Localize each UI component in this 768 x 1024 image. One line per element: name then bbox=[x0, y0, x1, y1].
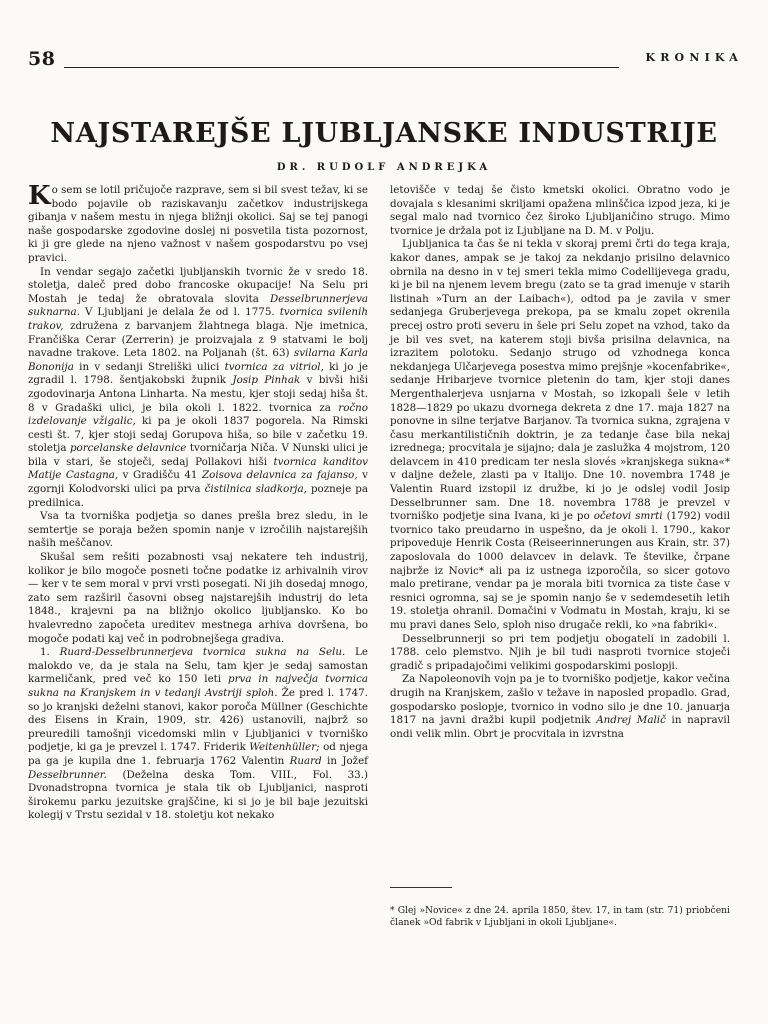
footnote-rule bbox=[390, 887, 452, 888]
header-rule bbox=[64, 67, 619, 68]
text-run: in v sedanji Streliški ulici bbox=[73, 360, 225, 373]
text-run: in Jožef bbox=[321, 754, 368, 767]
text-run: V Ljubljani je delala že od l. 1775. bbox=[79, 306, 280, 319]
italic-run: Weitenhüller; bbox=[249, 741, 320, 754]
paragraph-text: o sem se lotil pričujoče razprave, sem si bil svest težav, ki se bodo pojavile ob raziskavanju začetkov industrijskega gibanja v našem mestu in njega bližnji okolici. Saj se tej panogi naše gospodarske zgodovine doslej ni posvetila tista pozornost, ki ji gre glede na njeno važnost v našem gospodarstvu po vsej pravici. bbox=[28, 184, 368, 264]
italic-run: Andrej Malič bbox=[596, 714, 666, 727]
italic-run: Zoisova delavnica za fajanso, bbox=[202, 469, 358, 482]
paragraph bbox=[390, 238, 730, 632]
article-byline: DR. RUDOLF ANDREJKA bbox=[276, 162, 492, 173]
running-head bbox=[28, 48, 743, 72]
paragraph: Desselbrunnerji so pri tem podjetju obogateli in zadobili l. 1788. celo plemstvo. Njih je bil tudi nasproti tvornice stoječi gradič s pripadajočimi velikimi gospodarskimi poslopji. bbox=[390, 632, 730, 672]
paragraph bbox=[28, 181, 368, 266]
italic-run: Desselbrunnerjeva suknarna. bbox=[28, 292, 368, 319]
text-run: v Gradišču 41 bbox=[118, 469, 202, 482]
text-run: v zgornji Kolodvorski ulici pa prva bbox=[28, 469, 368, 496]
italic-run: tvornica svilenih trakov, bbox=[28, 306, 368, 332]
italic-run: tvornica kanditov Matije Castagna, bbox=[28, 455, 368, 482]
italic-run: svilarna Karla Bononija bbox=[28, 347, 369, 373]
text-run: od njega pa ga je kupila dne 1. februarja 1762 Valentin bbox=[28, 741, 368, 767]
section-name: KRONIKA bbox=[645, 51, 743, 64]
italic-run: Desselbrunner. bbox=[28, 768, 107, 781]
paragraph bbox=[390, 673, 730, 741]
text-run: (1792) vodil tvornico tako preudarno in uspešno, da je okoli l. 1790., kakor pripoveduje Henrik Costa (Reiseerinnerungen aus Krain, str. 37) zaposlovala do 1000 delavcev in delavk. Te številke, črpane najbrže iz Novic* ali pa iz ustnega izporočila, so sicer gotovo malo pretirane, vendar pa je morala biti tvornica za tiste čase v resnici ogromna, saj se je spomin nanjo še v sedemdesetih letih 19. stoletja ohranil. Domačini v Vodmatu in Mostah, kraju, ki se mu pravi danes Selo, sploh niso drugače rekli, ko »na fabriki«. bbox=[390, 510, 730, 631]
article-title: NAJSTAREJŠE LJUBLJANSKE INDUSTRIJE bbox=[50, 118, 718, 149]
italic-run: prva in največja tvornica sukna na Kranjskem in v tedanji Avstriji sploh. bbox=[28, 673, 368, 699]
text-run: pozneje pa predilnica. bbox=[28, 483, 368, 509]
text-run: (Deželna deska Tom. VIII., Fol. 33.) Dvonadstropna tvornica je stala tik ob Ljubljanici, nasproti širokemu parku jezuitske grajščine, ki si jo je bil baje jezuitski kolegij v Trstu sezidal v 18. stoletju kot nekako bbox=[28, 768, 368, 822]
italic-run: čistilnica sladkorja, bbox=[204, 483, 307, 496]
paragraph: Vsa ta tvorniška podjetja so danes prešla brez sledu, in le semtertje se poraja bežen spomin nanje v izročilih najstarejših naših meščanov. bbox=[28, 510, 368, 550]
section-number: 1. bbox=[40, 646, 60, 659]
italic-run: Josip Pinhak bbox=[232, 374, 301, 387]
page-number: 58 bbox=[28, 48, 56, 70]
column-left bbox=[28, 181, 369, 823]
italic-run: porcelanske delavnice bbox=[69, 442, 187, 455]
text-run: In vendar segajo začetki ljubljanskih tvornic že v sredo 18. stoletja, daleč pred dobo francoske okupacije! Na Selu pri Mostah je tedaj že obratovala slovita bbox=[28, 265, 368, 305]
text-run: in napravil ondi velik mlin. Obrt je procvitala in izvrstna bbox=[390, 714, 730, 740]
italic-run: Ruard bbox=[289, 754, 322, 767]
italic-run: Ruard-Desselbrunnerjeva tvornica sukna na Selu. bbox=[59, 646, 346, 659]
text-run: Le malokdo ve, da je stala na Selu, tam kjer je sedaj samostan karmeličank, pred več ko 150 leti bbox=[28, 646, 368, 686]
text-run: ki pa je okoli 1837 pogorela. Na Rimski cesti št. 7, kjer stoji sedaj Gorupova hiša, so bile v začetku 19. stoletja bbox=[28, 415, 368, 455]
text-run: Ljubljanica ta čas še ni tekla v skoraj premi črti do tega kraja, kakor danes, ampak se je takoj za nekdanjo prisilno delavnico obrnila na desno in v tej smeri tekla mimo Codellijevega gradu, ki je bil na njenem levem bregu (zato se ta grad imenuje v starih listinah »Turn an der Laibach«), odtod pa je zavila v smer sedanjega Gruberjevega prekopa, pa se kmalu zopet okrenila precej ostro proti severu in šele pri Selu zopet na vzhod, tako da je bil ves svet, na katerem stoji bivša prisilna delavnica, na izrazitem polotoku. Sedanjo strugo od vzhodnega konca nekdanjega Ulčarjevega posestva mimo prejšnje »kocenfabrike«, sedanje Hribarjeve tvornice pletenin do tam, kjer stoji danes Mergenthalerjeva usnjarna v Mostah, so izkopali šele v letih 1828—1829 po ukazu dvornega dekreta z dne 17. maja 1827 na ponovne in silne terjatve Barjanov. Ta tvornica sukna, zgrajena v času merkantilističnih doktrin, je za tedanje čase bila nekaj izrednega; procvitala je sijajno; dala je zaslužka 4 mojstrom, 120 delavcem in 410 predicam ter nesla slovés »kranjskega sukna«* v daljne dežele, zlasti pa v Italijo. Dne 10. novembra 1748 je Valentin Ruard izstopil iz družbe, ki jo je odslej vodil Josip Desselbrunner sam. Dne 18. novembra 1788 je prevzel v tvorniško podjetje sina Ivana, ki je po bbox=[390, 238, 730, 523]
column-right bbox=[390, 184, 730, 741]
text-run: Že pred l. 1747. so jo kranjski deželni stanovi, kakor poroča Müllner (Geschichte des Eisens in Krain, 1909, str. 426) ustanovili, najbrž so preuredili tamošnji vicedomski mlin v Ljubljanici v tvorniško podjetje, ki ga je prevzel l. 1747. Friderik bbox=[28, 686, 368, 754]
text-run: ki jo je zgradil l. 1798. šentjakobski župnik bbox=[28, 360, 369, 387]
text-run: Za Napoleonovih vojn pa je to tvorniško podjetje, kakor večina drugih na Kranjskem, zašlo v težave in naposled propadlo. Grad, gospodarsko poslopje, tvornico in vodno silo je dne 10. januarja 1817 na javni dražbi kupil podjetnik bbox=[390, 673, 730, 727]
text-run: tvorničarja Niča. V Nunski ulici je bila v stari, še stoječi, sedaj Pollakovi hiši bbox=[28, 442, 368, 468]
italic-run: očetovi smrti bbox=[593, 510, 663, 523]
italic-run: ročno izdelovanje vžigalic, bbox=[28, 401, 368, 428]
paragraph bbox=[28, 646, 368, 823]
text-run: združena z barvanjem žlahtnega blaga. Nje imetnica, Frančiška Cerar (Zerrerin) je proizvajala z 9 statvami le bolj navadne trakove. Leta 1802. na Poljanah (št. 63) bbox=[28, 319, 368, 360]
paragraph bbox=[28, 266, 368, 511]
drop-cap: K bbox=[28, 181, 51, 211]
text-run: v bivši hiši zgodovinarja Antona Linharta. Na mestu, kjer stoji sedaj hiša št. 8 v Gradaški ulici, je bila okoli l. 1822. tvornica za bbox=[28, 374, 368, 414]
paragraph: Skušal sem rešiti pozabnosti vsaj nekatere teh industrij, kolikor je bilo mogoče posneti točne podatke iz arhivalnih virov — ker v te sem moral v prvi vrsti posegati. Ni jih dosedaj mnogo, zato sem razširil časovni obseg najstarejših industrij do leta 1848., krajevni pa na bližnjo okolico ljubljansko. Ko bo hvalevredno započeta ureditev mestnega arhiva dovršena, bo mogoče podati kaj več in podrobnejšega gradiva. bbox=[28, 551, 368, 645]
paragraph: letovišče v tedaj še čisto kmetski okolici. Obratno vodo je dovajala s klesanimi skriljami opažena mlinščica izpod jeza, ki je segal malo nad tvornico čez široko Ljubljaničino strugo. Mimo tvornice je držala pot iz Ljubljane na D. M. v Polju. bbox=[390, 184, 730, 237]
footnote: * Glej »Novice« z dne 24. aprila 1850, štev. 17, in tam (str. 71) priobčeni članek »Od fabrik v Ljubljani in okoli Ljubljane«. bbox=[390, 905, 730, 929]
italic-run: tvornica za vitriol, bbox=[224, 360, 324, 373]
